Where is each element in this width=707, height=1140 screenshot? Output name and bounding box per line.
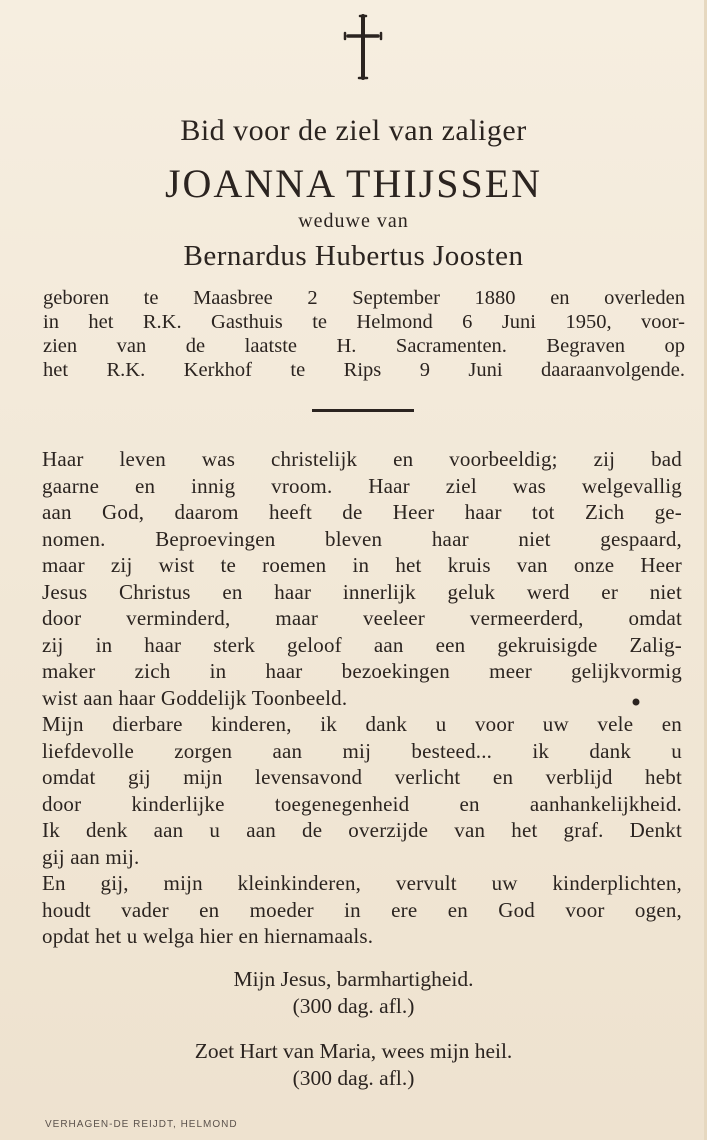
ink-speck-icon bbox=[631, 697, 641, 707]
text-line: Mijn dierbare kinderen, ik dank u voor uw vele en bbox=[42, 712, 682, 736]
prayer-1 bbox=[0, 966, 707, 1020]
text-line: En gij, mijn kleinkinderen, vervult uw kinderplichten, bbox=[42, 871, 682, 895]
announcement bbox=[43, 286, 685, 382]
text-line: Jesus Christus en haar innerlijk geluk werd er niet bbox=[42, 579, 682, 604]
announcement-line: het R.K. Kerkhof te Rips 9 Juni daaraanvolgende. bbox=[43, 359, 685, 381]
text-line: maker zich in haar bezoekingen meer gelijkvormig bbox=[42, 659, 682, 683]
indulgence: (300 dag. afl.) bbox=[292, 1066, 415, 1090]
prayer-intro: Bid voor de ziel van zaliger bbox=[180, 114, 527, 147]
text-line: zij in haar sterk geloof aan een gekruisigde Zalig- bbox=[42, 632, 682, 657]
text-line: gaarne en innig vroom. Haar ziel was welgevallig bbox=[42, 473, 682, 498]
text-line: Haar leven was christelijk en voorbeeldig; zij bad bbox=[42, 447, 682, 471]
text-line: gij aan mij. bbox=[42, 844, 140, 869]
text-line: houdt vader en moeder in ere en God voor ogen, bbox=[42, 897, 682, 922]
announcement-line: in het R.K. Gasthuis te Helmond 6 Juni 1950, voor- bbox=[43, 311, 685, 333]
text-line: opdat het u welga hier en hiernamaals. bbox=[42, 924, 374, 948]
spouse-name: Bernardus Hubertus Joosten bbox=[183, 240, 524, 272]
text-line: maar zij wist te roemen in het kruis van onze Heer bbox=[42, 553, 682, 577]
relation-label: weduwe van bbox=[298, 210, 409, 232]
text-line: door kinderlijke toegenegenheid en aanhankelijkheid. bbox=[42, 791, 682, 816]
prayer-2 bbox=[0, 1038, 707, 1092]
prayer-text: Mijn Jesus, barmhartigheid. bbox=[233, 967, 474, 991]
text-line: omdat gij mijn levensavond verlicht en verblijd hebt bbox=[42, 765, 682, 789]
text-line: nomen. Beproevingen bleven haar niet gespaard, bbox=[42, 526, 682, 551]
announcement-line: geboren te Maasbree 2 September 1880 en overleden bbox=[43, 287, 685, 309]
text-line: Ik denk aan u aan de overzijde van het graf. Denkt bbox=[42, 818, 682, 842]
text-line: liefdevolle zorgen aan mij besteed... ik dank u bbox=[42, 738, 682, 763]
text-line: door verminderd, maar veeleer vermeerderd, omdat bbox=[42, 606, 682, 630]
text-line: aan God, daarom heeft de Heer haar tot Zich ge- bbox=[42, 500, 682, 524]
announcement-line: zien van de laatste H. Sacramenten. Begraven op bbox=[43, 335, 685, 357]
prayer-text: Zoet Hart van Maria, wees mijn heil. bbox=[194, 1039, 513, 1063]
printer-imprint: VERHAGEN-DE REIJDT, HELMOND bbox=[45, 1119, 238, 1130]
divider bbox=[312, 409, 414, 412]
deceased-name: JOANNA THIJSSEN bbox=[164, 161, 543, 206]
indulgence: (300 dag. afl.) bbox=[292, 994, 415, 1018]
memorial-text bbox=[42, 446, 682, 950]
cross-icon bbox=[343, 12, 383, 82]
text-line: wist aan haar Goddelijk Toonbeeld. bbox=[42, 685, 348, 710]
